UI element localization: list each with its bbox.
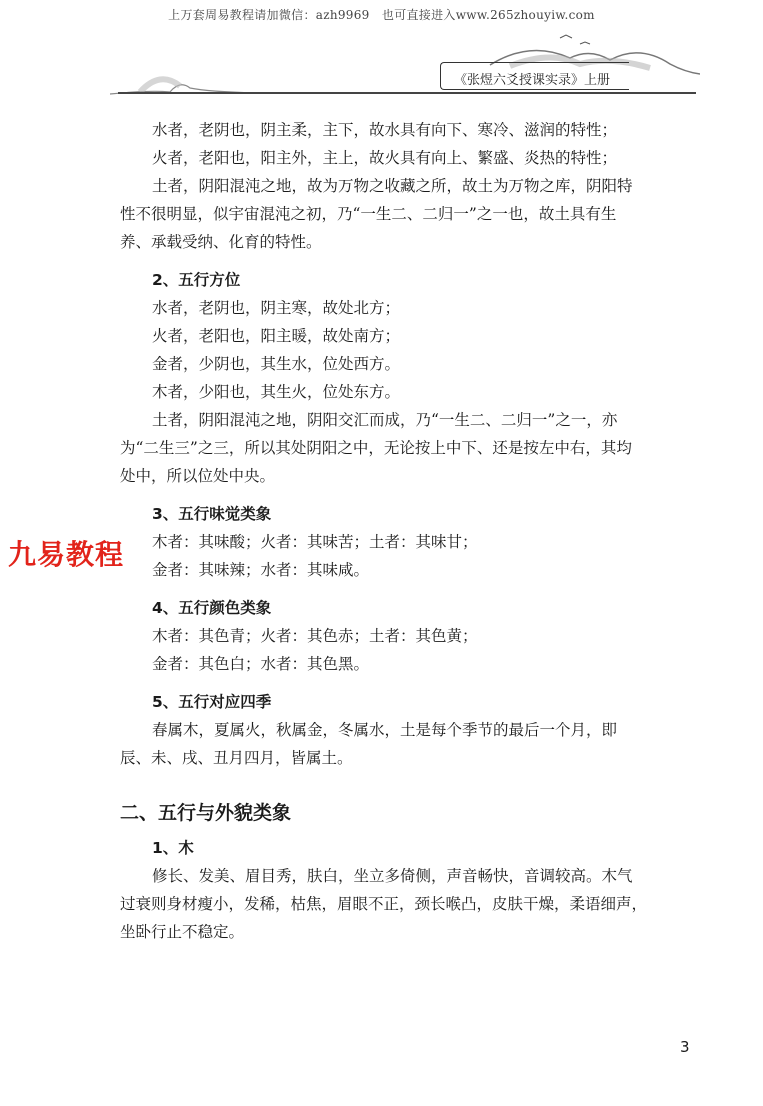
page-number: 3	[680, 1038, 690, 1056]
paragraph-earth-line1: 土者，阴阳混沌之地，故为万物之收藏之所，故土为万物之库，阴阳特	[152, 177, 633, 195]
direction-metal: 金者，少阴也，其生水，位处西方。	[152, 355, 401, 373]
section2-heading: 二、五行与外貌类象	[120, 802, 292, 824]
wood-line1: 修长、发美、眉目秀，肤白，坐立多倚侧，声音畅快，音调较高。木气	[152, 867, 633, 885]
heading-wood: 1、木	[152, 839, 194, 857]
paragraph-earth-line2: 性不很明显，似宇宙混沌之初，乃“一生二、二归一”之一也，故土具有生	[120, 205, 617, 223]
paragraph-water: 水者，老阴也，阴主柔，主下，故水具有向下、寒冷、滋润的特性；	[152, 121, 618, 139]
side-watermark-badge: 九易教程	[8, 538, 125, 571]
header-divider	[118, 92, 696, 94]
color-line2: 金者：其色白；水者：其色黑。	[152, 655, 370, 673]
direction-earth-line1: 土者，阴阳混沌之地，阴阳交汇而成，乃“一生二、二归一”之一，亦	[152, 411, 618, 429]
taste-line2: 金者：其味辣；水者：其味咸。	[152, 561, 370, 579]
heading-taste: 3、五行味觉类象	[152, 505, 272, 523]
book-title: 《张煜六爻授课实录》上册	[454, 73, 611, 88]
paragraph-earth-line3: 养、承载受纳、化育的特性。	[120, 233, 322, 251]
page-body	[120, 116, 695, 946]
heading-season: 5、五行对应四季	[152, 693, 272, 711]
heading-direction: 2、五行方位	[152, 271, 241, 289]
direction-earth-line2: 为“二生三”之三，所以其处阴阳之中，无论按上中下、还是按左中右，其均	[120, 439, 632, 457]
direction-fire: 火者，老阳也，阳主暖，故处南方；	[152, 327, 401, 345]
top-watermark-text: 上万套周易教程请加微信：azh9969 也可直接进入www.265zhouyiw.com	[168, 8, 595, 22]
wood-line2: 过衰则身材瘦小，发稀，枯焦，眉眼不正，颈长喉凸，皮肤干燥，柔语细声，	[120, 895, 648, 913]
wood-line3: 坐卧行止不稳定。	[120, 923, 245, 941]
direction-wood: 木者，少阳也，其生火，位处东方。	[152, 383, 401, 401]
taste-line1: 木者：其味酸；火者：其味苦；土者：其味甘；	[152, 533, 478, 551]
season-line2: 辰、未、戌、丑月四月，皆属土。	[120, 749, 353, 767]
season-line1: 春属木，夏属火，秋属金，冬属水，土是每个季节的最后一个月，即	[152, 721, 618, 739]
paragraph-fire: 火者，老阳也，阳主外，主上，故火具有向上、繁盛、炎热的特性；	[152, 149, 618, 167]
color-line1: 木者：其色青；火者：其色赤；土者：其色黄；	[152, 627, 478, 645]
direction-earth-line3: 处中，所以位处中央。	[120, 467, 276, 485]
heading-color: 4、五行颜色类象	[152, 599, 272, 617]
direction-water: 水者，老阴也，阴主寒，故处北方；	[152, 299, 401, 317]
